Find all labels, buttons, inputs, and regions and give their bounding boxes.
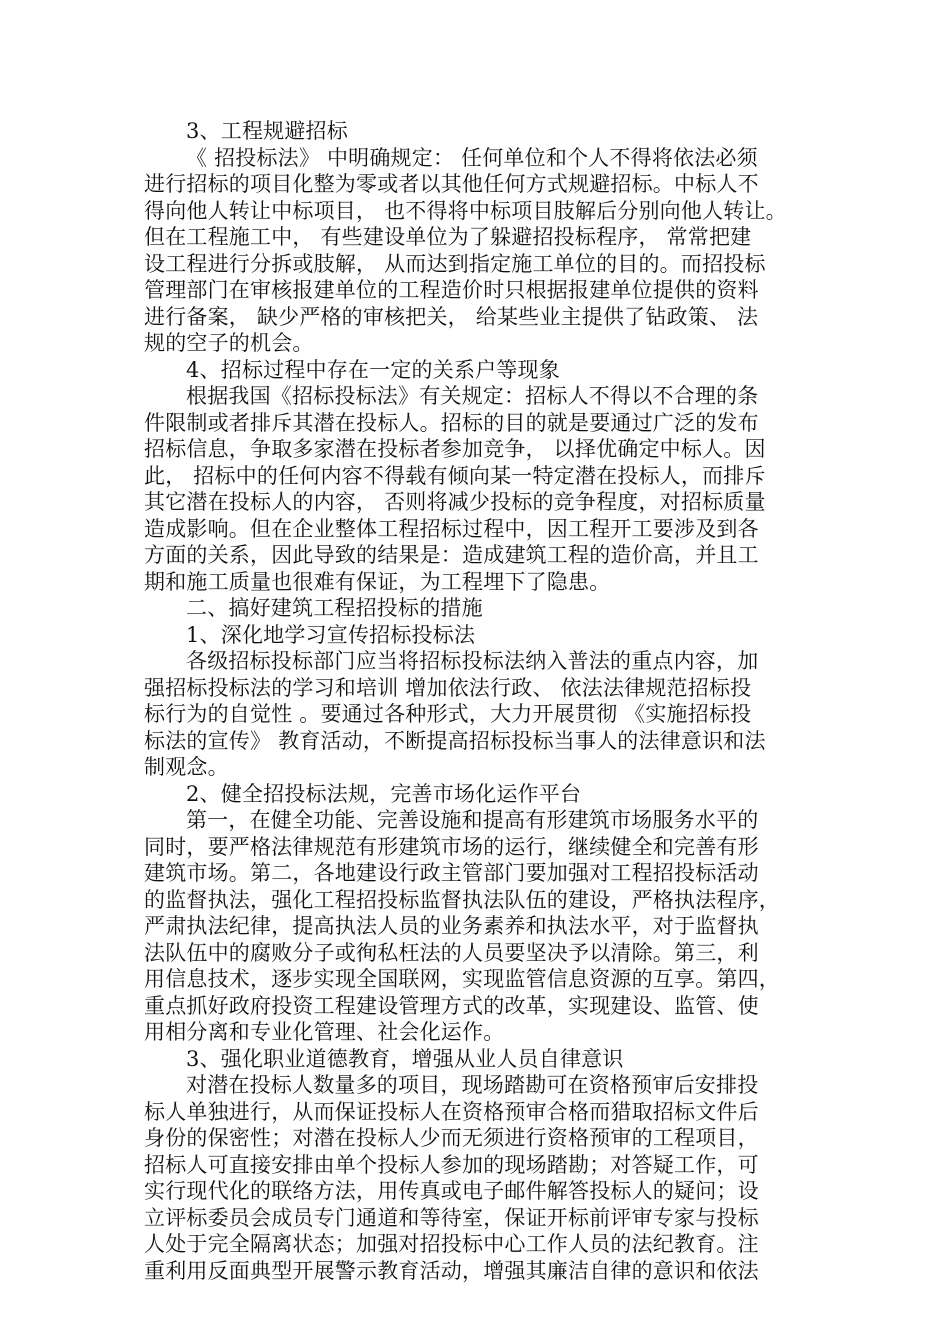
text-line: 进行招标的项目化整为零或者以其他任何方式规避招标。中标人不 [144,172,759,196]
text-line: 件限制或者排斥其潜在投标人。招标的目的就是要通过广泛的发布 [144,410,759,435]
text-line: 实行现代化的联络方法，用传真或电子邮件解答投标人的疑问；设 [144,1179,759,1203]
text-line: 3、强化职业道德教育，增强从业人员自律意识 [186,1046,624,1071]
text-line: 法队伍中的腐败分子或徇私枉法的人员要坚决予以清除。第三，利 [144,940,759,965]
text-line: 标人单独进行，从而保证投标人在资格预审合格而猎取招标文件后 [144,1099,759,1124]
text-line: 二、搞好建筑工程招投标的措施 [186,596,483,620]
text-line: 标法的宣传》 教育活动，不断提高招标投标当事人的法律意识和法 [144,728,766,753]
text-line: 第一，在健全功能、完善设施和提高有形建筑市场服务水平的 [186,808,759,832]
text-line: 设工程进行分拆或肢解， 从而达到指定施工单位的目的。而招投标 [144,251,766,276]
text-line: 方面的关系，因此导致的结果是：造成建筑工程的造价高，并且工 [144,543,759,567]
text-line: 其它潜在投标人的内容， 否则将减少投标的竞争程度，对招标质量 [144,490,766,514]
text-line: 标行为的自觉性 。要通过各种形式，大力开展贯彻 《实施招标投 [144,702,752,726]
text-line: 招标人可直接安排由单个投标人参加的现场踏勘；对答疑工作，可 [144,1152,759,1177]
text-line: 根据我国《招标投标法》有关规定：招标人不得以不合理的条 [186,384,759,408]
text-line: 重点抓好政府投资工程建设管理方式的改革，实现建设、监管、使 [144,993,759,1018]
text-line: 建筑市场。第二，各地建设行政主管部门要加强对工程招投标活动 [144,861,759,885]
text-line: 《 招投标法》 中明确规定： 任何单位和个人不得将依法必须 [186,145,758,170]
text-line: 招标信息，争取多家潜在投标者参加竞争， 以择优确定中标人。因 [144,437,766,461]
text-line: 得向他人转让中标项目， 也不得将中标项目肢解后分别向他人转让。 [144,198,787,223]
text-line: 严肃执法纪律，提高执法人员的业务素养和执法水平，对于监督执 [144,914,759,938]
text-line: 用信息技术，逐步实现全国联网，实现监管信息资源的互享。第四， [144,967,780,991]
text-line: 制观念。 [144,755,229,779]
text-line: 对潜在投标人数量多的项目，现场踏勘可在资格预审后安排投 [186,1073,759,1097]
text-line: 同时，要严格法律规范有形建筑市场的运行，继续健全和完善有形 [144,834,759,859]
text-line: 但在工程施工中， 有些建设单位为了躲避招投标程序， 常常把建 [144,225,752,249]
text-line: 身份的保密性；对潜在投标人少而无须进行资格预审的工程项目， [144,1126,759,1150]
text-line: 3、工程规避招标 [186,119,348,143]
text-line: 4、招标过程中存在一定的关系户等现象 [186,357,560,382]
text-line: 1、深化地学习宣传招标投标法 [186,622,476,647]
text-line: 用相分离和专业化管理、社会化运作。 [144,1020,505,1044]
text-line: 造成影响。但在企业整体工程招标过程中，因工程开工要涉及到各 [144,516,759,541]
text-line: 人处于完全隔离状态；加强对招投标中心工作人员的法纪教育。注 [144,1232,759,1256]
text-line: 期和施工质量也很难有保证，为工程埋下了隐患。 [144,569,611,594]
text-line: 立评标委员会成员专门通道和等待室，保证开标前评审专家与投标 [144,1205,759,1230]
text-line: 各级招标投标部门应当将招标投标法纳入普法的重点内容，加 [186,649,759,673]
text-line: 进行备案， 缺少严格的审核把关， 给某些业主提供了钻政策、 法 [144,304,759,329]
text-line: 此， 招标中的任何内容不得载有倾向某一特定潜在投标人，而排斥 [144,463,766,488]
text-line: 规的空子的机会。 [144,331,314,355]
text-line: 2、健全招投标法规，完善市场化运作平台 [186,781,582,806]
text-line: 强招标投标法的学习和培训 增加依法行政、 依法法律规范招标投 [144,675,752,700]
text-line: 重利用反面典型开展警示教育活动，增强其廉洁自律的意识和依法 [144,1258,759,1283]
text-line: 管理部门在审核报建单位的工程造价时只根据报建单位提供的资料 [144,278,759,302]
text-line: 的监督执法，强化工程招投标监督执法队伍的建设，严格执法程序， [144,887,780,912]
document-page [144,118,824,1284]
